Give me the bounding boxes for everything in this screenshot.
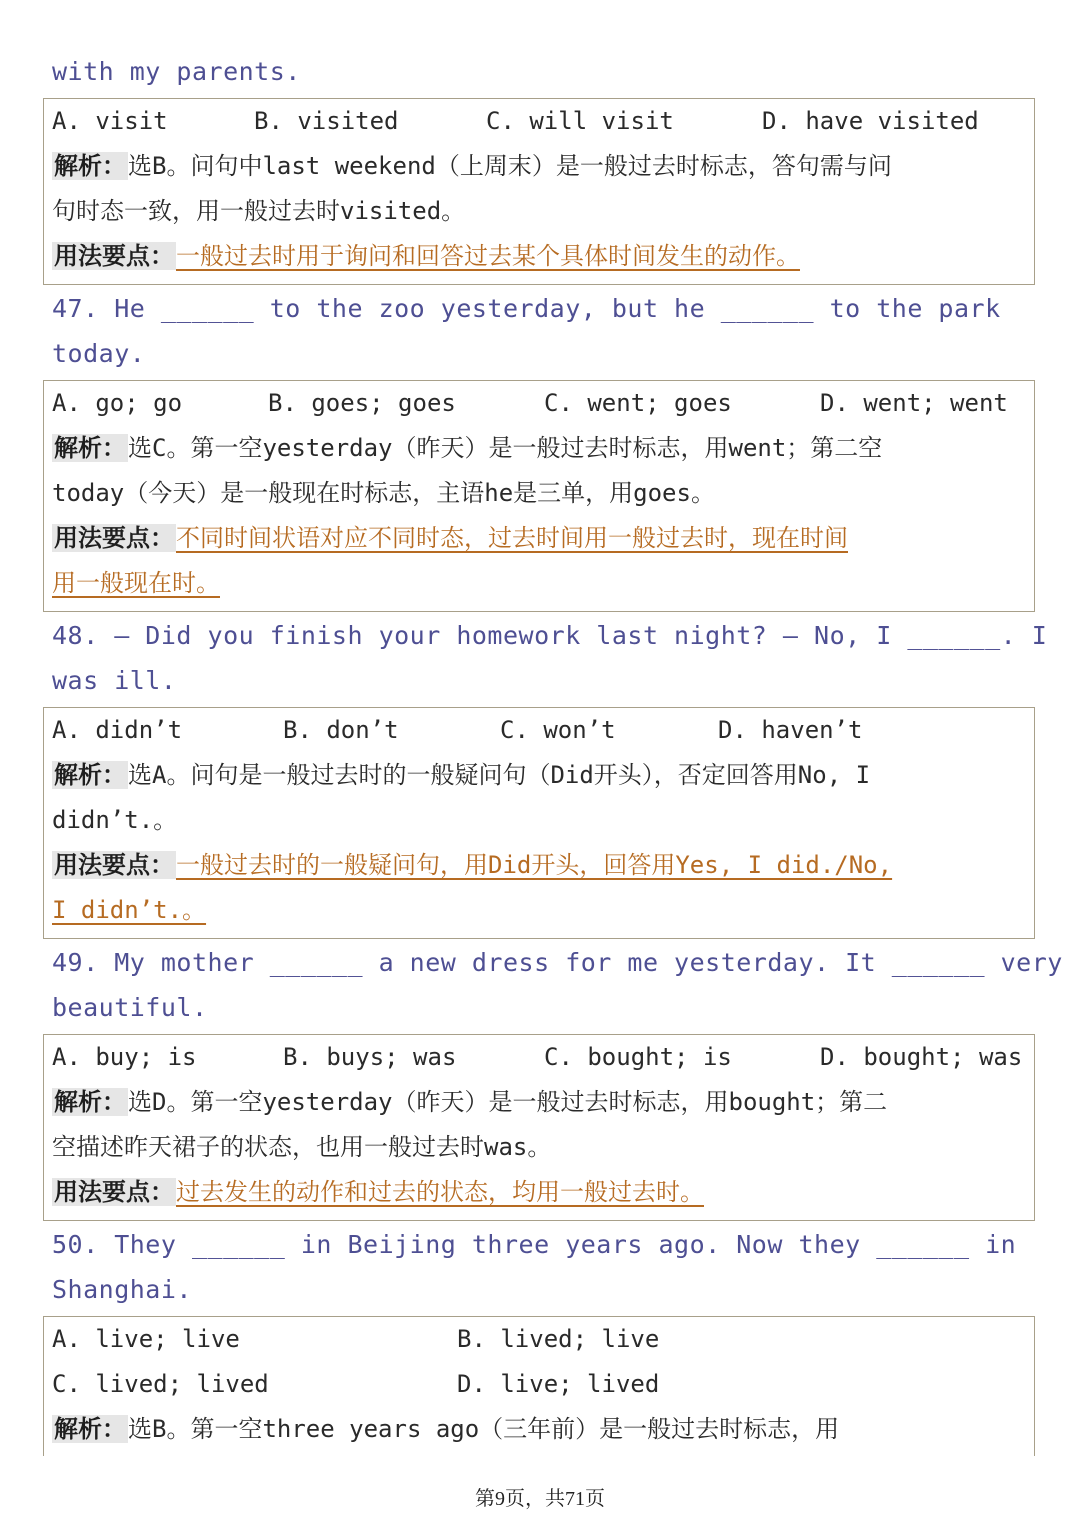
usage-label: 用法要点： bbox=[54, 851, 174, 879]
option-b: B. goes; goes bbox=[268, 389, 456, 417]
analysis-label: 解析： bbox=[54, 434, 126, 462]
option-a: A. buy; is bbox=[52, 1043, 197, 1071]
question-49-stem-cont: beautiful. bbox=[52, 993, 208, 1022]
analysis-line bbox=[52, 1080, 887, 1125]
analysis-line bbox=[52, 144, 892, 189]
analysis-text: 选D。第一空yesterday（昨天）是一般过去时标志，用bought；第二 bbox=[128, 1088, 888, 1116]
analysis-line bbox=[52, 1407, 839, 1452]
analysis-text-cont: today（今天）是一般现在时标志，主语he是三单，用goes。 bbox=[52, 479, 715, 507]
option-c: C. will visit bbox=[486, 107, 674, 135]
analysis-text: 选B。问句中last weekend（上周末）是一般过去时标志，答句需与问 bbox=[128, 152, 892, 180]
option-b: B. buys; was bbox=[283, 1043, 457, 1071]
usage-text-cont: 用一般现在时。 bbox=[52, 569, 220, 597]
option-d: D. bought; was bbox=[820, 1043, 1023, 1071]
question-47-stem-cont: today. bbox=[52, 339, 146, 368]
analysis-text-cont: 句时态一致，用一般过去时visited。 bbox=[52, 197, 466, 225]
option-c: C. lived; lived bbox=[52, 1370, 269, 1398]
option-a: A. didn’t bbox=[52, 716, 183, 744]
option-a: A. live; live bbox=[52, 1325, 240, 1353]
usage-label: 用法要点： bbox=[54, 242, 174, 270]
option-c: C. won’t bbox=[500, 716, 616, 744]
option-d: D. went; went bbox=[820, 389, 1008, 417]
option-b: B. lived; live bbox=[457, 1325, 660, 1353]
usage-text: 不同时间状语对应不同时态，过去时间用一般过去时，现在时间 bbox=[176, 524, 848, 552]
option-a: A. go; go bbox=[52, 389, 183, 417]
question-50-stem: 50. They ______ in Beijing three years ago. Now they ______ in bbox=[52, 1230, 1017, 1259]
analysis-text: 选A。问句是一般过去时的一般疑问句（Did开头），否定回答用No, I bbox=[128, 761, 871, 789]
analysis-line bbox=[52, 753, 870, 798]
usage-line bbox=[52, 234, 800, 279]
analysis-line bbox=[52, 426, 882, 471]
option-d: D. have visited bbox=[762, 107, 979, 135]
page-footer: 第9页，共71页 bbox=[475, 1488, 605, 1510]
question-50-stem-cont: Shanghai. bbox=[52, 1275, 192, 1304]
option-c: C. went; goes bbox=[544, 389, 732, 417]
analysis-label: 解析： bbox=[54, 1088, 126, 1116]
usage-text-cont: I didn’t.。 bbox=[52, 896, 207, 924]
usage-text: 过去发生的动作和过去的状态，均用一般过去时。 bbox=[176, 1178, 704, 1206]
analysis-text: 选B。第一空three years ago（三年前）是一般过去时标志，用 bbox=[128, 1415, 840, 1443]
usage-text: 一般过去时的一般疑问句，用Did开头，回答用Yes, I did./No, bbox=[176, 851, 893, 879]
analysis-label: 解析： bbox=[54, 152, 126, 180]
usage-label: 用法要点： bbox=[54, 524, 174, 552]
question-49-stem: 49. My mother ______ a new dress for me yesterday. It ______ very bbox=[52, 948, 1063, 977]
analysis-text-cont: 空描述昨天裙子的状态，也用一般过去时was。 bbox=[52, 1133, 552, 1161]
usage-line bbox=[52, 843, 892, 888]
analysis-text-cont: didn’t.。 bbox=[52, 806, 178, 834]
option-d: D. haven’t bbox=[718, 716, 863, 744]
option-a: A. visit bbox=[52, 107, 168, 135]
analysis-label: 解析： bbox=[54, 1415, 126, 1443]
usage-label: 用法要点： bbox=[54, 1178, 174, 1206]
option-b: B. visited bbox=[254, 107, 399, 135]
option-b: B. don’t bbox=[283, 716, 399, 744]
question-48-stem: 48. — Did you finish your homework last night? — No, I ______. I bbox=[52, 621, 1048, 650]
analysis-text: 选C。第一空yesterday（昨天）是一般过去时标志，用went；第二空 bbox=[128, 434, 883, 462]
analysis-label: 解析： bbox=[54, 761, 126, 789]
usage-line bbox=[52, 516, 848, 561]
question-47-stem: 47. He ______ to the zoo yesterday, but he ______ to the park bbox=[52, 294, 1001, 323]
question-continuation: with my parents. bbox=[52, 57, 301, 86]
option-d: D. live; lived bbox=[457, 1370, 660, 1398]
question-48-stem-cont: was ill. bbox=[52, 666, 177, 695]
option-c: C. bought; is bbox=[544, 1043, 732, 1071]
usage-line bbox=[52, 1170, 704, 1215]
usage-text: 一般过去时用于询问和回答过去某个具体时间发生的动作。 bbox=[176, 242, 800, 270]
